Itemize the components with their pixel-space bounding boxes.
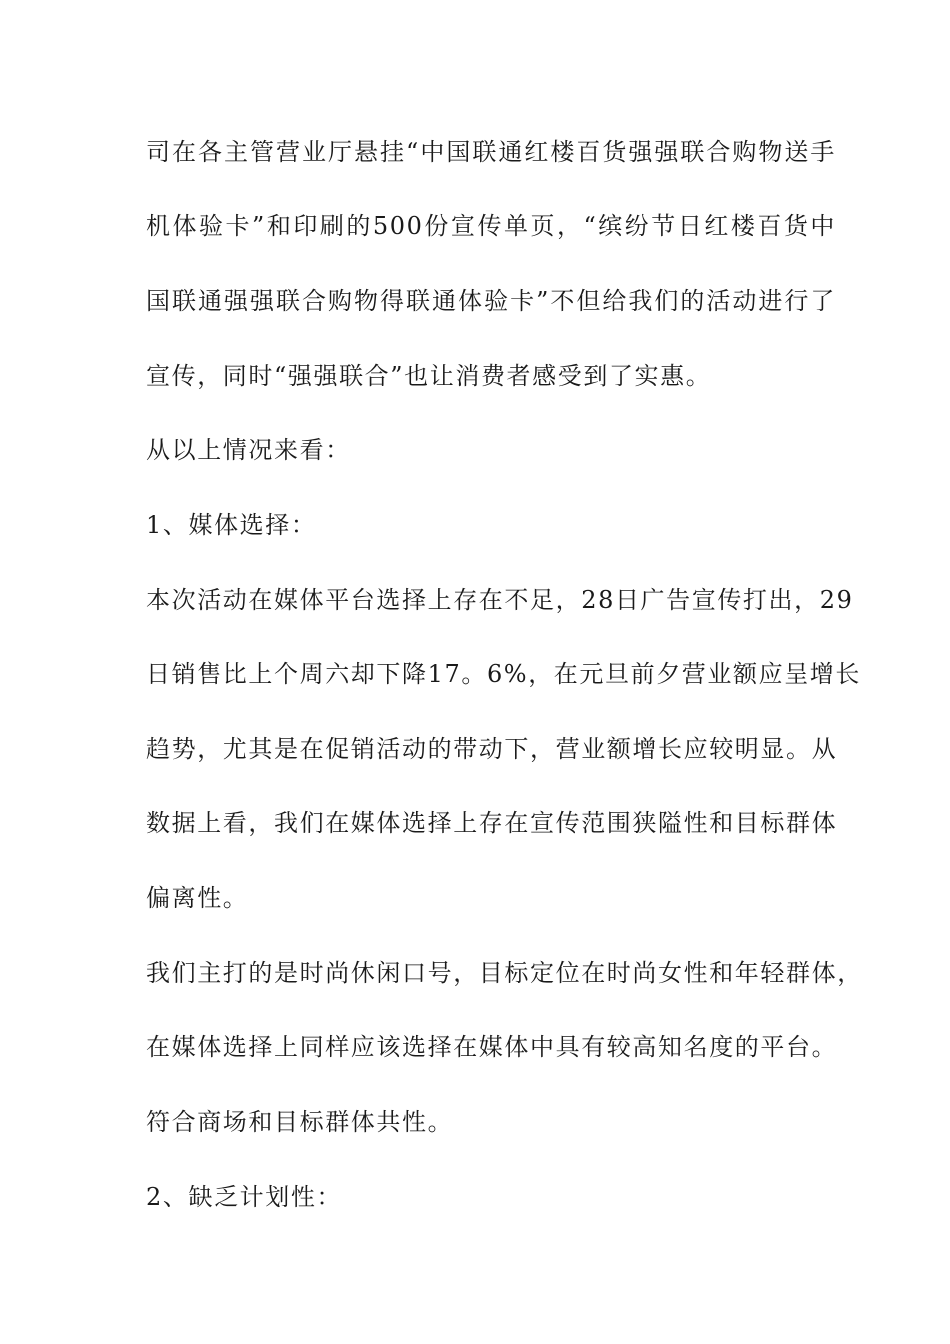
- paragraph-line: 司在各主管营业厅悬挂“中国联通红楼百货强强联合购物送手: [146, 138, 836, 166]
- paragraph-line: 机体验卡”和印刷的500份宣传单页，“缤纷节日红楼百货中: [146, 212, 836, 240]
- paragraph-line: 宣传，同时“强强联合”也让消费者感受到了实惠。: [146, 362, 712, 390]
- paragraph-line: 我们主打的是时尚休闲口号，目标定位在时尚女性和年轻群体，: [146, 959, 863, 987]
- paragraph-line: 日销售比上个周六却下降17。6%，在元旦前夕营业额应呈增长: [146, 660, 862, 688]
- paragraph-line: 本次活动在媒体平台选择上存在不足，28日广告宣传打出，29: [146, 586, 854, 614]
- paragraph-line: 从以上情况来看：: [146, 436, 351, 464]
- section-heading: 2、缺乏计划性：: [146, 1183, 343, 1211]
- paragraph-line: 在媒体选择上同样应该选择在媒体中具有较高知名度的平台。: [146, 1033, 838, 1061]
- section-heading: 1、媒体选择：: [146, 511, 317, 539]
- paragraph-line: 趋势，尤其是在促销活动的带动下，营业额增长应较明显。从: [146, 735, 838, 763]
- paragraph-line: 国联通强强联合购物得联通体验卡”不但给我们的活动进行了: [146, 287, 836, 315]
- paragraph-line: 偏离性。: [146, 884, 249, 912]
- paragraph-line: 符合商场和目标群体共性。: [146, 1108, 454, 1136]
- paragraph-line: 数据上看，我们在媒体选择上存在宣传范围狭隘性和目标群体: [146, 809, 838, 837]
